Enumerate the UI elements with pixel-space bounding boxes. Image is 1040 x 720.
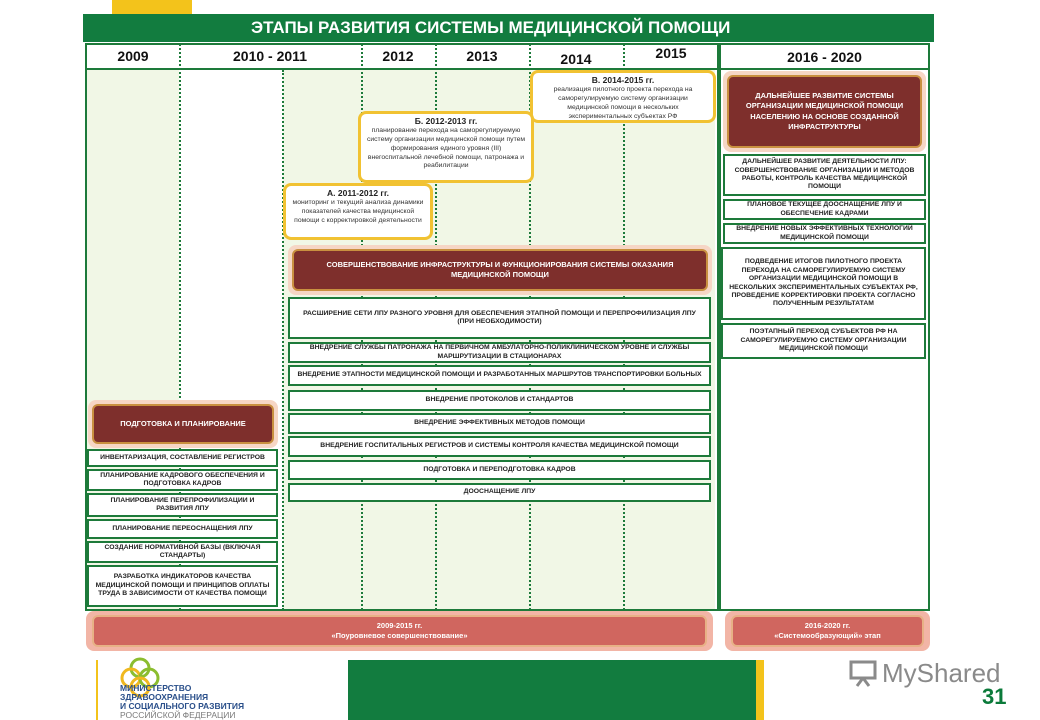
middle-item-7: ПОДГОТОВКА И ПЕРЕПОДГОТОВКА КАДРОВ [288, 460, 711, 480]
middle-item-8: ДООСНАЩЕНИЕ ЛПУ [288, 483, 711, 502]
left-item-2: ПЛАНИРОВАНИЕ КАДРОВОГО ОБЕСПЕЧЕНИЯ И ПОДГОТОВКА КАДРОВ [87, 469, 278, 491]
footer-yellow-strip [756, 660, 764, 720]
middle-header: СОВЕРШЕНСТВОВАНИЕ ИНФРАСТРУКТУРЫ И ФУНКЦИОНИРОВАНИЯ СИСТЕМЫ ОКАЗАНИЯ МЕДИЦИНСКОЙ ПОМОЩИ [292, 249, 708, 291]
stage-bar-right-inner [731, 615, 924, 647]
left-header-block [88, 400, 278, 448]
stage-bar-left [86, 611, 713, 651]
stage-right-label: «Системообразующий» этап [774, 631, 881, 640]
middle-item-1: РАСШИРЕНИЕ СЕТИ ЛПУ РАЗНОГО УРОВНЯ ДЛЯ ОБЕСПЕЧЕНИЯ ЭТАПНОЙ ПОМОЩИ И ПЕРЕПРОФИЛИЗАЦИЯ ЛПУ (ПРИ НЕОБХОДИМОСТИ) [288, 297, 711, 339]
left-item-1: ИНВЕНТАРИЗАЦИЯ, СОСТАВЛЕНИЕ РЕГИСТРОВ [87, 449, 278, 467]
ministry-line-1: МИНИСТЕРСТВО [120, 683, 192, 693]
milestone-a-text: мониторинг и текущий анализа динамики показателей качества медицинской помощи с корректировкой деятельности [292, 199, 424, 224]
stage-bar-right [725, 611, 930, 651]
middle-item-2: ВНЕДРЕНИЕ СЛУЖБЫ ПАТРОНАЖА НА ПЕРВИЧНОМ АМБУЛАТОРНО-ПОЛИКЛИНИЧЕСКОМ УРОВНЕ И СЛУЖБЫ МАРШРУТИЗАЦИИ В СТАЦИОНАРАХ [288, 342, 711, 363]
column-2013: 2013 [466, 48, 498, 64]
column-2015: 2015 [655, 45, 687, 61]
ministry-line-3: И СОЦИАЛЬНОГО РАЗВИТИЯ [120, 700, 245, 711]
separator-2011 [282, 70, 284, 610]
milestone-c-text: реализация пилотного проекта перехода на саморегулируемую систему организации медицинской помощи в нескольких экспериментальных субъектах РФ [553, 86, 693, 120]
right-header-block [723, 71, 926, 152]
milestone-b-title: Б. 2012-2013 гг. [414, 116, 478, 126]
left-item-6: РАЗРАБОТКА ИНДИКАТОРОВ КАЧЕСТВА МЕДИЦИНСКОЙ ПОМОЩИ И ПРИНЦИПОВ ОПЛАТЫ ТРУДА В ЗАВИСИМОСТИ ОТ КАЧЕСТВА ПОМОЩИ [87, 565, 278, 607]
watermark-text: MyShared [882, 657, 1001, 688]
left-item-3: ПЛАНИРОВАНИЕ ПЕРЕПРОФИЛИЗАЦИИ И РАЗВИТИЯ ЛПУ [87, 493, 278, 517]
footer-left-divider [96, 660, 98, 720]
right-item-1: ДАЛЬНЕЙШЕЕ РАЗВИТИЕ ДЕЯТЕЛЬНОСТИ ЛПУ: СОВЕРШЕНСТВОВАНИЕ ОРГАНИЗАЦИИ И МЕТОДОВ РАБОТЫ, КОНТРОЛЬ КАЧЕСТВА МЕДИЦИНСКОЙ ПОМОЩИ [723, 154, 926, 196]
column-2014: 2014 [560, 51, 592, 67]
header-row-divider [85, 68, 930, 70]
left-header: ПОДГОТОВКА И ПЛАНИРОВАНИЕ [92, 404, 274, 444]
right-header: ДАЛЬНЕЙШЕЕ РАЗВИТИЕ СИСТЕМЫ ОРГАНИЗАЦИИ МЕДИЦИНСКОЙ ПОМОЩИ НАСЕЛЕНИЮ НА ОСНОВЕ СОЗДАННОЙ ИНФРАСТРУКТУРЫ [727, 75, 922, 148]
column-2012: 2012 [382, 48, 414, 64]
stage-left-label: «Поуровневое совершенствование» [331, 631, 468, 640]
stage-left-years: 2009-2015 гг. [376, 620, 423, 630]
milestone-a [283, 183, 433, 240]
milestone-a-title: А. 2011-2012 гг. [327, 188, 389, 198]
right-item-3: ВНЕДРЕНИЕ НОВЫХ ЭФФЕКТИВНЫХ ТЕХНОЛОГИЙ МЕДИЦИНСКОЙ ПОМОЩИ [723, 223, 926, 244]
presentation-icon [848, 658, 878, 688]
left-item-5: СОЗДАНИЕ НОРМАТИВНОЙ БАЗЫ (ВКЛЮЧАЯ СТАНДАРТЫ) [87, 541, 278, 563]
milestone-b [358, 111, 534, 183]
stage-bar-left-inner [92, 615, 707, 647]
ministry-line-4: РОССИЙСКОЙ ФЕДЕРАЦИИ [120, 709, 236, 720]
top-accent-bar [112, 0, 192, 14]
left-item-4: ПЛАНИРОВАНИЕ ПЕРЕОСНАЩЕНИЯ ЛПУ [87, 519, 278, 539]
stage-right-years: 2016-2020 гг. [804, 620, 851, 630]
milestone-c-title: В. 2014-2015 гг. [591, 75, 655, 85]
page-number: 31 [982, 684, 1007, 709]
column-2009: 2009 [117, 48, 149, 64]
footer-green-block [348, 660, 756, 720]
right-item-4: ПОДВЕДЕНИЕ ИТОГОВ ПИЛОТНОГО ПРОЕКТА ПЕРЕХОДА НА САМОРЕГУЛИРУЕМУЮ СИСТЕМУ ОРГАНИЗАЦИИ МЕДИЦИНСКОЙ ПОМОЩИ В НЕСКОЛЬКИХ ЭКСПЕРИМЕНТАЛЬНЫХ СУБЪЕКТАХ РФ, ПРОВЕДЕНИЕ КОРРЕКТИРОВКИ ПРОЕКТА СОГЛАСНО ПОЛУЧЕННЫМ РЕЗУЛЬТАТАМ [721, 247, 926, 320]
middle-header-block [288, 245, 712, 295]
ministry-name [120, 684, 290, 720]
middle-item-5: ВНЕДРЕНИЕ ЭФФЕКТИВНЫХ МЕТОДОВ ПОМОЩИ [288, 413, 711, 434]
ministry-line-2: ЗДРАВООХРАНЕНИЯ [120, 691, 209, 702]
slide-title: ЭТАПЫ РАЗВИТИЯ СИСТЕМЫ МЕДИЦИНСКОЙ ПОМОЩИ [83, 14, 934, 42]
milestone-b-text: планирование перехода на саморегулируемую систему организации медицинской помощи путем формирования единого уровня (III) внегоспитальной лечебной помощи, патронажа и реабилитации [366, 127, 526, 170]
column-2016-2020: 2016 - 2020 [787, 49, 862, 65]
middle-item-6: ВНЕДРЕНИЕ ГОСПИТАЛЬНЫХ РЕГИСТРОВ И СИСТЕМЫ КОНТРОЛЯ КАЧЕСТВА МЕДИЦИНСКОЙ ПОМОЩИ [288, 436, 711, 457]
right-item-2: ПЛАНОВОЕ ТЕКУЩЕЕ ДООСНАЩЕНИЕ ЛПУ И ОБЕСПЕЧЕНИЕ КАДРАМИ [723, 199, 926, 220]
middle-item-4: ВНЕДРЕНИЕ ПРОТОКОЛОВ И СТАНДАРТОВ [288, 390, 711, 411]
right-item-5: ПОЭТАПНЫЙ ПЕРЕХОД СУБЪЕКТОВ РФ НА САМОРЕГУЛИРУЕМУЮ СИСТЕМУ ОРГАНИЗАЦИИ МЕДИЦИНСКОЙ ПОМОЩИ [721, 323, 926, 359]
middle-item-3: ВНЕДРЕНИЕ ЭТАПНОСТИ МЕДИЦИНСКОЙ ПОМОЩИ И РАЗРАБОТАННЫХ МАРШРУТОВ ТРАНСПОРТИРОВКИ БОЛЬНЫХ [288, 365, 711, 386]
column-2010-2011: 2010 - 2011 [233, 48, 307, 64]
milestone-c [530, 70, 716, 123]
